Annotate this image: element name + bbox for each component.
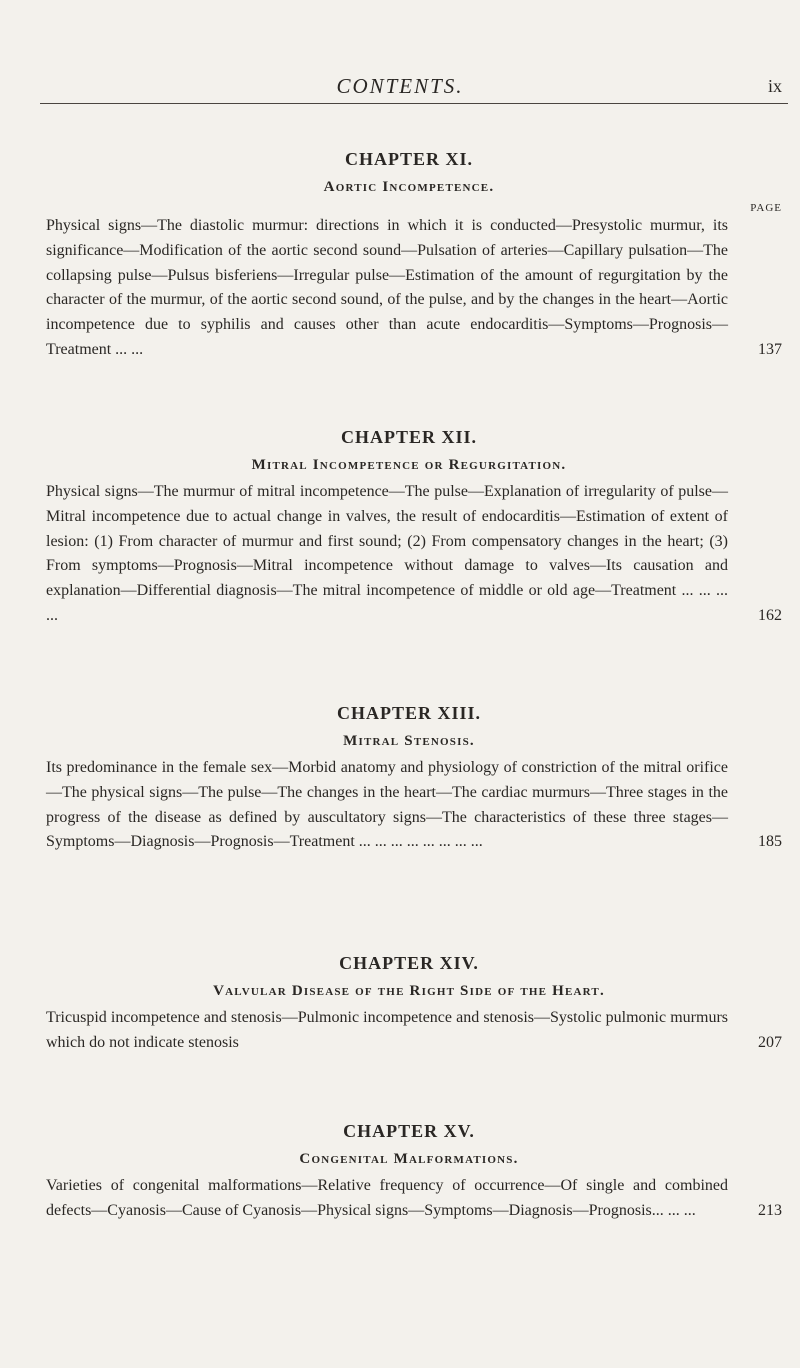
chapter-summary <box>46 214 782 363</box>
chapter-xv <box>46 1118 782 1224</box>
chapter-page-number: 213 <box>758 1201 782 1219</box>
page-number: ix <box>767 76 782 96</box>
chapter-xi <box>46 146 782 363</box>
chapter-subtitle: Mitral Stenosis. <box>343 733 475 749</box>
page-column-label: PAGE <box>750 202 782 214</box>
chapter-summary-text: Physical signs—The diastolic murmur: directions in which it is conducted—Presystolic murmur, its significance—Modification of the aortic second sound—Pulsation of arteries—Capillary pulsation—The collapsing pulse—Pulsus bisferiens—Irregular pulse—Estimation of the amount of regurgitation by the character of the murmur, of the aortic second sound, of the pulse, and by the changes in the heart—Aortic incompetence due to syphilis and causes other than acute endocarditis—Symptoms—Prognosis—Treatment ... ... <box>46 217 728 358</box>
chapter-xiii <box>46 700 782 855</box>
chapter-title: CHAPTER XI. <box>344 149 473 169</box>
chapter-summary <box>46 756 782 855</box>
chapter-summary <box>46 1174 782 1224</box>
chapter-title: CHAPTER XIV. <box>339 953 479 973</box>
chapter-subtitle: Congenital Malformations. <box>299 1151 519 1167</box>
chapter-page-number: 137 <box>758 340 782 358</box>
chapter-page-number: 162 <box>758 606 782 624</box>
chapter-summary-text: Varieties of congenital malformations—Relative frequency of occurrence—Of single and combined defects—Cyanosis—Cause of Cyanosis—Physical signs—Symptoms—Diagnosis—Prognosis... ... ... <box>46 1177 728 1219</box>
running-title: CONTENTS. <box>336 74 464 98</box>
chapter-subtitle: Mitral Incompetence or Regurgitation. <box>251 457 567 473</box>
header-rule <box>40 103 788 104</box>
chapter-subtitle: Aortic Incompetence. <box>323 179 495 195</box>
chapter-summary-text: Tricuspid incompetence and stenosis—Pulmonic incompetence and stenosis—Systolic pulmonic murmurs which do not indicate stenosis <box>46 1009 728 1051</box>
chapter-xiv <box>46 950 782 1056</box>
chapter-subtitle: Valvular Disease of the Right Side of the Heart. <box>213 983 605 999</box>
chapter-summary-text: Its predominance in the female sex—Morbid anatomy and physiology of constriction of the mitral orifice—The physical signs—The pulse—The changes in the heart—The cardiac murmurs—Three stages in the progress of the disease as defined by auscultatory signs—The characteristics of these three stages—Symptoms—Diagnosis—Prognosis—Treatment ... ... ... ... ... ... ... ... <box>46 759 728 851</box>
chapter-page-number: 207 <box>758 1033 782 1051</box>
chapter-summary <box>46 1006 782 1056</box>
chapter-page-number: 185 <box>758 833 782 851</box>
chapter-summary-text: Physical signs—The murmur of mitral incompetence—The pulse—Explanation of irregularity of pulse—Mitral incompetence due to actual change in valves, the result of endocarditis—Estimation of extent of lesion: (1) From character of murmur and first sound; (2) From compensatory changes in the heart; (3) From symptoms—Prognosis—Mitral incompetence without damage to valves—Its causation and explanation—Differential diagnosis—The mitral incompetence of middle or old age—Treatment ... ... ... ... <box>46 483 728 624</box>
chapter-title: CHAPTER XII. <box>340 427 477 447</box>
chapter-title: CHAPTER XV. <box>343 1121 475 1141</box>
chapter-title: CHAPTER XIII. <box>336 703 482 723</box>
chapter-xii <box>46 424 782 629</box>
chapter-summary <box>46 480 782 629</box>
